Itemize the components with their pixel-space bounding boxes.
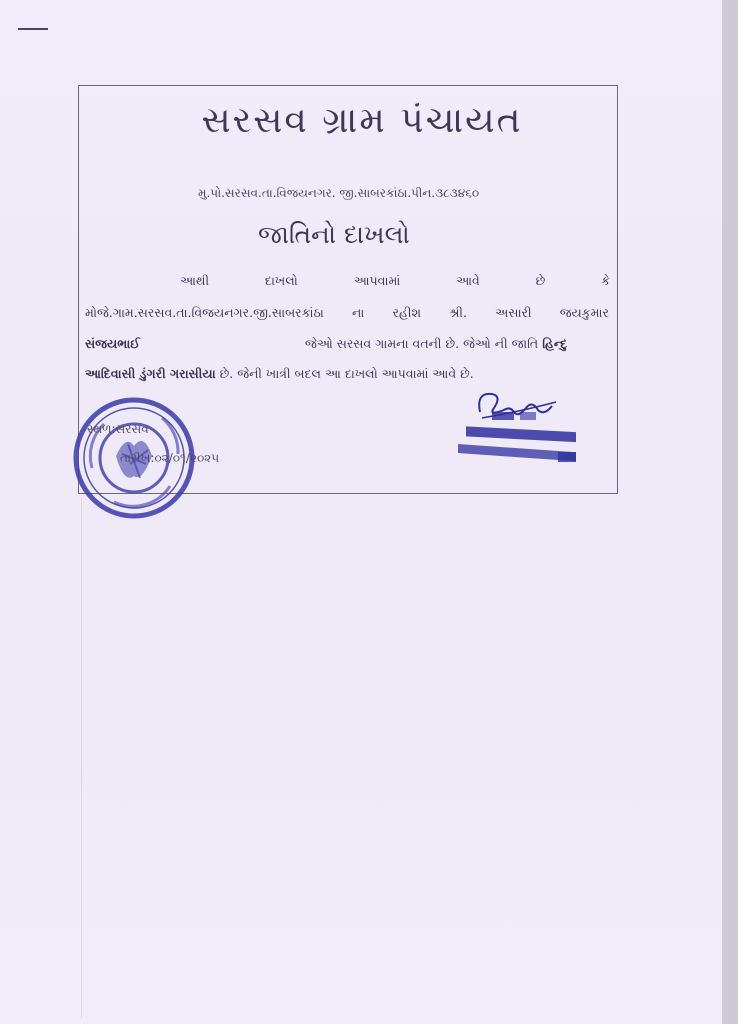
punch-mark	[18, 28, 48, 30]
body-word: રહીશ	[392, 305, 422, 320]
body-line-2	[85, 305, 609, 321]
sarpanch-signature-stamp	[458, 382, 598, 476]
fold-line	[81, 498, 82, 1018]
body-word: મોજે.ગામ.સરસવ.તા.વિજયનગર.જી.સાબરકાંઠા	[85, 305, 324, 320]
body-word: અસારી	[495, 305, 532, 320]
body-line-4	[85, 366, 474, 382]
page-title: સરસવ ગ્રામ પંચાયત	[201, 100, 523, 141]
date-label: તારીખ:૦૨/૦૧/૨૦૨૫	[120, 451, 220, 465]
body-line-3	[305, 336, 567, 352]
caste-name: આદિવાસી ડુંગરી ગરાસીયા	[85, 366, 216, 381]
caste-religion: હિન્દુ	[542, 336, 568, 351]
body-word: શ્રી.	[449, 305, 467, 320]
page-edge	[722, 0, 738, 1024]
body-text: છે. જેની ખાત્રી બદલ આ દાખલો આપવામાં આવે છે.	[215, 366, 474, 381]
body-word: આવે	[456, 273, 480, 288]
body-word: જયકુમાર	[559, 305, 609, 320]
body-text: જેઓ સરસવ ગામના વતની છે. જેઓ ની જાતિ	[305, 336, 539, 351]
holder-name: સંજયભાઈ	[85, 336, 140, 351]
body-word: આપવામાં	[353, 273, 401, 288]
body-word: આથી	[180, 273, 210, 288]
body-word: દાખલો	[264, 273, 298, 288]
body-word: ના	[351, 305, 365, 320]
body-line-1	[180, 273, 610, 289]
place-label: સ્થળ:સરસવ	[87, 422, 149, 436]
body-word: કે	[601, 273, 610, 288]
office-address: મુ.પો.સરસવ.તા.વિજયનગર. જી.સાબરકાંઠા.પીન.૩૮૩૪૬૦	[198, 186, 480, 200]
certificate-subtitle: જાતિનો દાખલો	[258, 220, 410, 249]
body-word: છે	[535, 273, 546, 288]
